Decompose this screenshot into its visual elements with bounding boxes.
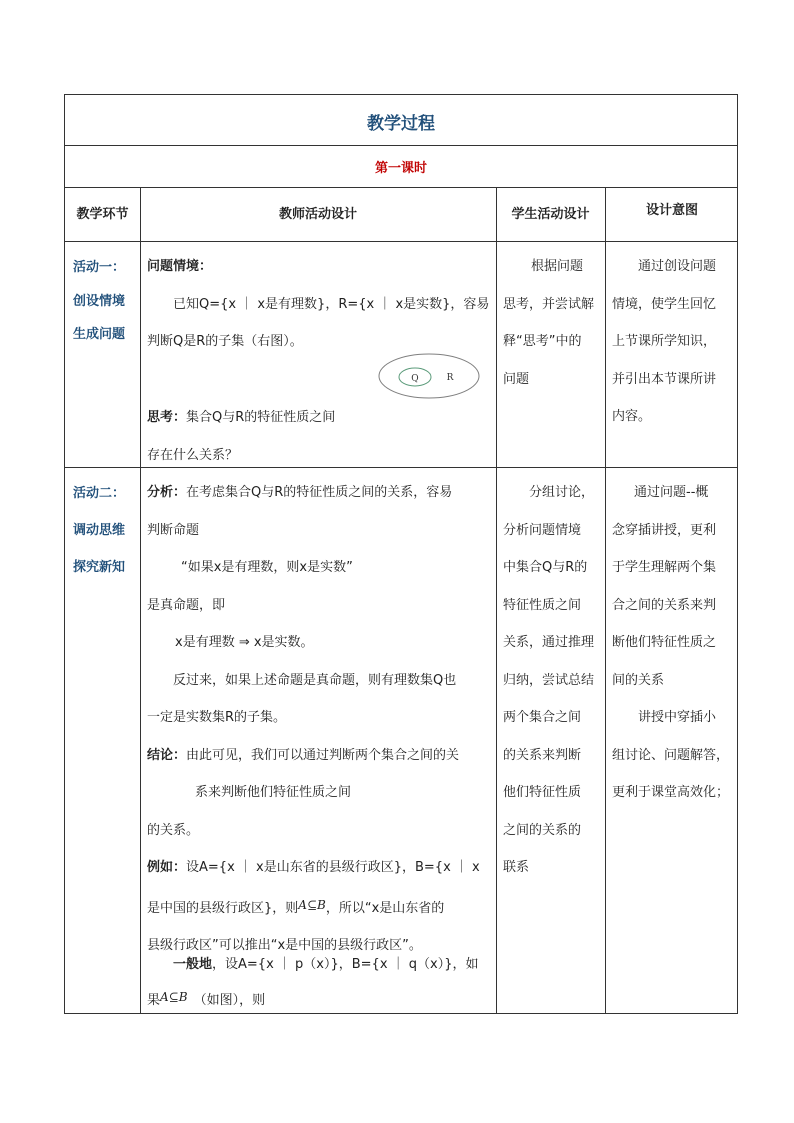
teacher-text: 已知Q={x ｜ x是有理数}，R={x ｜ x是实数}，容易 [173, 296, 490, 312]
teacher-text: （如图），则 [193, 993, 266, 1008]
stage-line: 活动一： [73, 260, 126, 275]
row1-teacher [147, 248, 493, 361]
stage-line: 创设情境 [73, 293, 126, 309]
example-label: 例如： [147, 860, 187, 875]
teacher-text: ，设A={x ｜ p（x）}，B={x ｜ q（x）}，如 [212, 957, 479, 972]
venn-label-q: Q [411, 374, 419, 384]
intent-line: 于学生理解两个集 [612, 560, 717, 575]
teacher-text: 在考虑集合Q与R的特征性质之间的关系，容易 [186, 485, 453, 500]
student-line: 根据问题 [531, 259, 584, 274]
general-label: 一般地 [173, 957, 213, 972]
intent-line: 内容。 [612, 409, 652, 424]
student-line: 问题 [503, 371, 530, 387]
teacher-text: 是真命题，即 [147, 597, 226, 613]
teacher-text: x是有理数 ⇒ x是实数。 [175, 635, 314, 650]
student-line: 思考，并尝试解 [503, 296, 595, 312]
teacher-text: 判断Q是R的子集（右图）。 [147, 334, 303, 349]
intent-line: 通过创设问题 [638, 259, 717, 274]
divider [496, 187, 497, 1013]
teacher-text: 一定是实数集R的子集。 [147, 710, 287, 725]
intent-line: 间的关系 [612, 672, 665, 688]
intent-line: 并引出本节课所讲 [612, 371, 717, 387]
row1-intent [612, 248, 736, 436]
situation-label: 问题情境： [147, 259, 213, 274]
divider [140, 187, 141, 1013]
student-line: 分析问题情境 [503, 522, 582, 538]
student-line: 关系，通过推理 [503, 635, 595, 650]
row2-intent [612, 474, 736, 812]
row2-stage [73, 475, 139, 586]
venn-label-r: R [446, 373, 454, 383]
teacher-text: 是中国的县级行政区}，则 [147, 900, 299, 916]
subset-formula: A⊆B [298, 897, 326, 912]
lesson-subtitle: 第一课时 [374, 161, 427, 176]
teacher-text: 判断命题 [147, 522, 200, 538]
row2-teacher [147, 474, 493, 965]
intent-line: 情境，使学生回忆 [612, 296, 717, 312]
rule [65, 241, 737, 242]
think-label: 思考： [147, 410, 187, 425]
student-line: 分组讨论， [529, 485, 595, 500]
student-line: 的关系来判断 [503, 747, 582, 763]
row1-stage [73, 251, 139, 352]
intent-line: 上节课所学知识， [612, 334, 717, 349]
divider [605, 187, 606, 1013]
teacher-text: 系来判断他们特征性质之间 [195, 785, 352, 800]
teacher-text: ，所以“x是山东省的 [325, 900, 445, 916]
teacher-text: 设A={x ｜ x是山东省的县级行政区}，B={x ｜ x [186, 860, 480, 875]
rule [65, 145, 737, 146]
stage-line: 探究新知 [73, 560, 126, 575]
row1-student [503, 248, 601, 398]
intent-line: 组讨论、问题解答， [612, 747, 730, 763]
subset-formula: A⊆B [160, 990, 188, 1004]
header-intent: 设计意图 [645, 203, 698, 218]
row2-general [147, 948, 493, 1017]
teacher-text: 的关系。 [147, 822, 200, 838]
venn-diagram [377, 352, 481, 400]
stage-line: 生成问题 [73, 327, 126, 342]
conclusion-label: 结论： [147, 747, 187, 763]
intent-line: 讲授中穿插小 [638, 710, 717, 725]
row2-student [503, 474, 601, 887]
student-line: 归纳，尝试总结 [503, 672, 595, 688]
teacher-text: 果 [147, 993, 161, 1008]
intent-line: 更利于课堂高效化； [612, 785, 730, 800]
student-line: 释“思考”中的 [503, 334, 582, 349]
stage-line: 调动思维 [73, 523, 126, 538]
rule [65, 187, 737, 188]
student-line: 联系 [503, 860, 530, 875]
teacher-text: 反过来，如果上述命题是真命题，则有理数集Q也 [173, 672, 457, 688]
page-title: 教学过程 [367, 114, 435, 134]
lesson-table [64, 94, 738, 1014]
header-stage: 教学环节 [76, 207, 129, 222]
student-line: 特征性质之间 [503, 597, 582, 613]
intent-line: 念穿插讲授，更利 [612, 522, 717, 538]
venn-outer-ellipse [379, 354, 479, 398]
student-line: 之间的关系的 [503, 822, 582, 838]
header-student: 学生活动设计 [511, 207, 590, 222]
intent-line: 合之间的关系来判 [612, 597, 717, 613]
intent-line: 通过问题--概 [634, 485, 709, 500]
think-text: 集合Q与R的特征性质之间 [186, 410, 336, 425]
teacher-text: 县级行政区”可以推出“x是中国的县级行政区”。 [147, 938, 422, 953]
header-teacher: 教师活动设计 [278, 207, 357, 222]
think-text: 存在什么关系？ [147, 447, 239, 463]
row1-think [147, 399, 493, 474]
teacher-text: 由此可见，我们可以通过判断两个集合之间的关 [186, 747, 460, 763]
intent-line: 断他们特征性质之 [612, 635, 717, 650]
analysis-label: 分析： [147, 485, 187, 500]
student-line: 他们特征性质 [503, 785, 582, 800]
student-line: 两个集合之间 [503, 710, 582, 725]
teacher-text: “如果x是有理数，则x是实数” [181, 560, 353, 575]
stage-line: 活动二： [73, 486, 126, 501]
student-line: 中集合Q与R的 [503, 560, 588, 575]
